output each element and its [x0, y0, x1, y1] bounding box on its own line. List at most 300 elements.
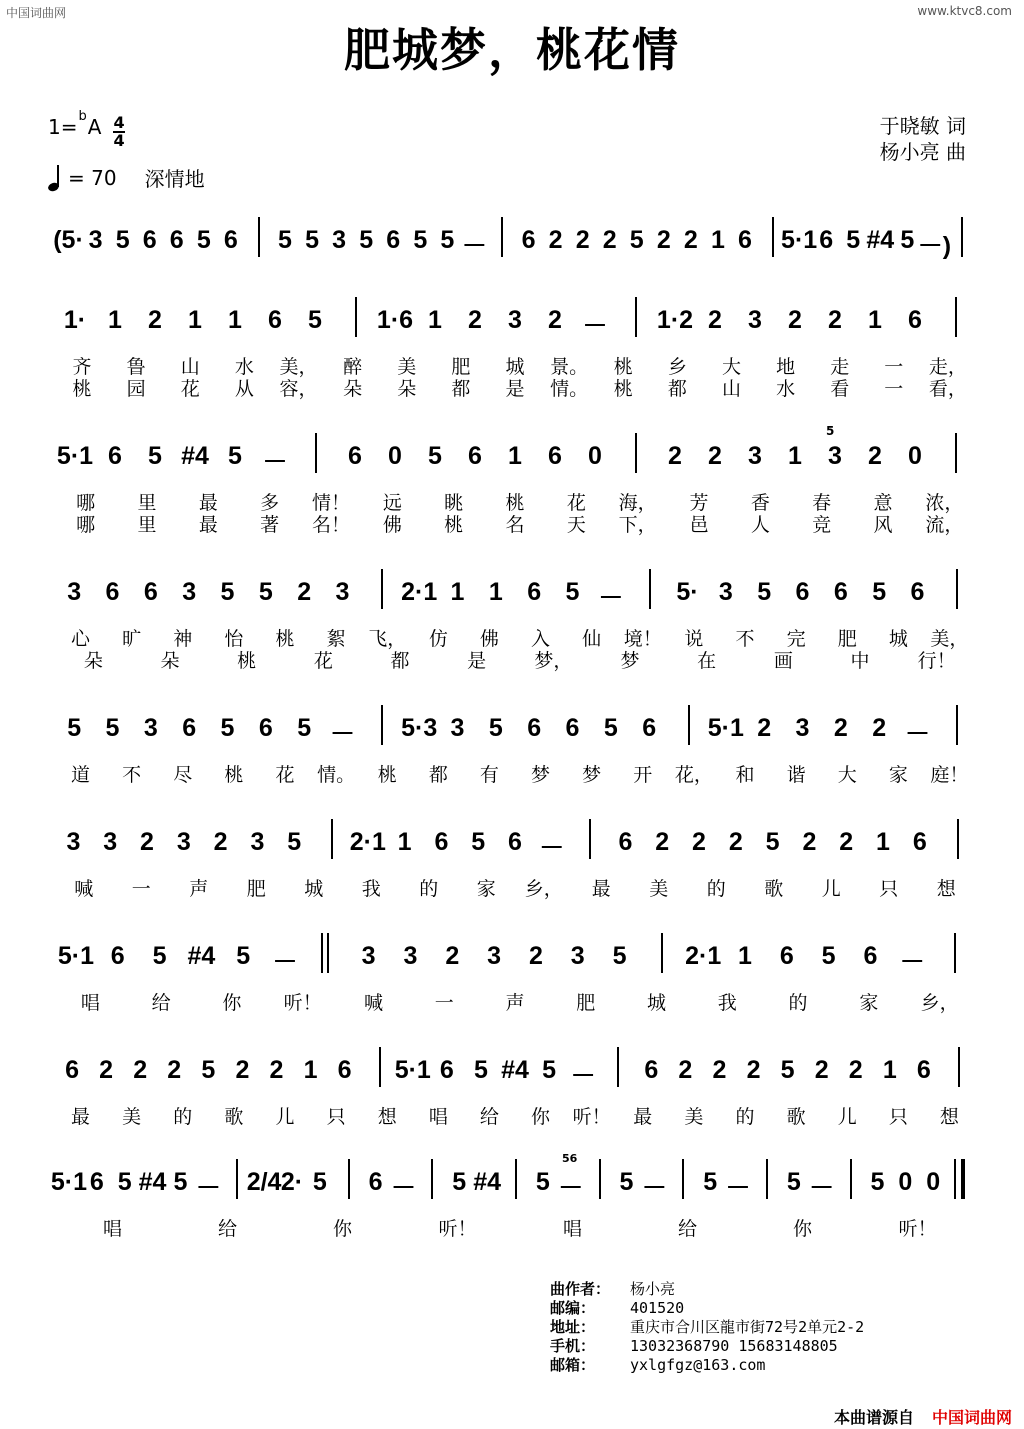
lyric-char: 一: [884, 378, 904, 400]
note: 6: [527, 714, 542, 742]
lyric-char: 仙: [582, 628, 602, 650]
barline: [955, 433, 957, 473]
note: 1·6: [376, 306, 414, 334]
note: 5: [287, 828, 302, 856]
lyric-char: 你: [332, 1218, 353, 1240]
lyric-char: 你: [792, 1218, 813, 1240]
note: 2·1: [685, 942, 722, 970]
lyric-char: 朵: [160, 650, 180, 672]
lyric-char: 歌: [764, 878, 784, 900]
barline: [688, 705, 690, 745]
score-system: [55, 436, 975, 536]
note: 2: [802, 828, 817, 856]
note: 5: [236, 942, 251, 970]
note: 2: [148, 306, 162, 334]
note: 6: [110, 942, 125, 970]
note: 5: [228, 442, 242, 470]
lyric-line: [55, 1214, 975, 1240]
time-signature: [113, 115, 124, 149]
label: 邮编：: [550, 1299, 596, 1317]
lyric-char: 儿: [275, 1106, 295, 1128]
note: 2: [848, 1056, 863, 1084]
note: 0: [588, 442, 602, 470]
note: 2: [712, 1056, 727, 1084]
barline: [431, 1159, 433, 1199]
barline: [682, 1159, 684, 1199]
note: 1: [228, 306, 242, 334]
notation-line: [55, 936, 975, 978]
note: #4: [181, 442, 209, 470]
lyric-char: 喊: [74, 878, 94, 900]
lyric-char: 竞: [812, 514, 832, 536]
note: 2: [99, 1056, 114, 1084]
note: 2: [683, 226, 698, 254]
note: 2: [678, 1056, 693, 1084]
contact-composer: [550, 1280, 864, 1299]
note: 3: [748, 306, 762, 334]
barline: [515, 1159, 517, 1199]
note: 2·1: [349, 828, 386, 856]
lyric-char: 肥: [576, 992, 596, 1014]
note: 6: [644, 1056, 659, 1084]
barline: [331, 819, 333, 859]
notation-line: [55, 572, 975, 614]
lyric-char: 肥: [451, 356, 471, 378]
note: 1: [428, 306, 442, 334]
note: 5: [471, 828, 486, 856]
lyric-char: 声: [505, 992, 525, 1014]
barline: [661, 933, 663, 973]
note: 5: [152, 942, 167, 970]
lyric-char: 行！: [917, 650, 956, 672]
lyric-line: [55, 646, 975, 672]
note: 6: [912, 828, 927, 856]
lyric-char: 境！: [623, 628, 662, 650]
lyric-char: 桃: [237, 650, 257, 672]
note: 0: [926, 1168, 941, 1196]
note: 1: [188, 306, 202, 334]
note: 3: [176, 828, 191, 856]
lyric-char: 絮: [326, 628, 346, 650]
note: －: [904, 720, 931, 748]
note: 6: [819, 226, 834, 254]
lyric-char: 最: [198, 492, 218, 514]
note: 6: [833, 578, 848, 606]
note: 6: [348, 442, 362, 470]
lyric-char: 谐: [786, 764, 806, 786]
lyric-char: 城: [505, 356, 525, 378]
note: 6: [89, 1168, 104, 1196]
lyric-char: 大: [837, 764, 857, 786]
lyric-char: 你: [222, 992, 242, 1014]
lyric-char: 一: [434, 992, 454, 1014]
score-system: [55, 708, 975, 786]
lyric-char: 乡，: [524, 878, 563, 900]
lyric-line: [55, 1102, 975, 1128]
notation-line: [55, 1050, 975, 1092]
note: #4: [866, 226, 895, 254]
lyric-char: 都: [451, 378, 471, 400]
note: 5: [542, 1056, 557, 1084]
lyric-char: 一: [884, 356, 904, 378]
lyric-char: 眺: [444, 492, 464, 514]
barline: [961, 1159, 965, 1199]
note: 5: [846, 226, 861, 254]
lyric-char: 梦: [620, 650, 640, 672]
note: 6: [916, 1056, 931, 1084]
note: 2·1: [401, 578, 438, 606]
note: 3: [103, 828, 118, 856]
lyric-char: 唱: [102, 1218, 123, 1240]
note: 2: [868, 442, 882, 470]
contact-address: [550, 1318, 864, 1337]
lyric-line: [55, 624, 975, 650]
note: 3: [332, 226, 347, 254]
lyric-char: 从: [234, 378, 254, 400]
note: 5: [312, 1168, 327, 1196]
note: 5: [452, 1168, 467, 1196]
note: －: [725, 1174, 751, 1202]
note: 6: [508, 828, 522, 856]
note: 6: [108, 442, 122, 470]
lyric-char: 开: [633, 764, 653, 786]
barline: [348, 1159, 350, 1199]
note: 2: [668, 442, 682, 470]
lyric-char: 家: [859, 992, 879, 1014]
lyric-char: 怡: [224, 628, 244, 650]
lyric-line: [55, 874, 975, 900]
note: 2: [468, 306, 482, 334]
note: 3: [748, 442, 762, 470]
lyric-char: 肥: [246, 878, 266, 900]
note: 2: [655, 828, 670, 856]
lyric-char: 美，: [279, 356, 318, 378]
barline: [954, 933, 956, 973]
note: 6: [439, 1056, 454, 1084]
note: 6: [258, 714, 273, 742]
lyric-char: 是: [467, 650, 487, 672]
note: 0: [908, 442, 922, 470]
lyric-char: 桃: [613, 356, 633, 378]
note: －: [899, 948, 925, 976]
tempo-row: [48, 163, 205, 192]
note: #4: [138, 1168, 167, 1196]
note: 1: [738, 942, 752, 970]
lyric-char: 家: [476, 878, 496, 900]
note: 5: [765, 828, 780, 856]
lyric-char: 美: [397, 356, 417, 378]
lyric-char: 仿: [428, 628, 448, 650]
lyric-char: 道: [71, 764, 91, 786]
lyric-char: 大: [721, 356, 741, 378]
lyric-char: 家: [888, 764, 908, 786]
note: 6: [65, 1056, 79, 1084]
lyric-char: 你: [531, 1106, 551, 1128]
note: 3: [67, 578, 82, 606]
lyric-char: 花: [313, 650, 333, 672]
note: 5: [258, 578, 273, 606]
lyric-char: 都: [667, 378, 687, 400]
lyric-char: 走，: [928, 356, 967, 378]
note: 5: [428, 442, 442, 470]
lyric-char: 美，: [930, 628, 969, 650]
lyric-char: 不: [122, 764, 142, 786]
note: 6: [521, 226, 536, 254]
lyric-char: 桃: [613, 378, 633, 400]
contact-email: [550, 1356, 864, 1375]
watermark-right: www.ktvc8.com: [917, 4, 1012, 18]
lyric-char: 哪: [76, 514, 96, 536]
note: 6: [618, 828, 633, 856]
lyric-char: 人: [750, 514, 770, 536]
contact-info: [550, 1280, 864, 1375]
lyric-char: 完: [786, 628, 806, 650]
lyric-char: 歌: [786, 1106, 806, 1128]
lyric-char: 的: [788, 992, 808, 1014]
note: 2: [167, 1056, 182, 1084]
lyric-char: 下，: [618, 514, 657, 536]
note: 2: [445, 942, 460, 970]
barline: [599, 1159, 601, 1199]
composer-credit: 杨小亮 曲: [879, 140, 966, 164]
note: 5·1: [781, 226, 818, 254]
lyric-char: 最: [591, 878, 611, 900]
lyric-char: 只: [888, 1106, 908, 1128]
key-prefix: 1=: [48, 115, 78, 139]
lyric-char: 哪: [76, 492, 96, 514]
lyric-char: 美: [649, 878, 669, 900]
lyric-char: 佛: [479, 628, 499, 650]
note: 5: [900, 226, 915, 254]
lyric-char: 的: [419, 878, 439, 900]
note: 2: [757, 714, 772, 742]
notation-line: [55, 708, 975, 750]
note: 6: [779, 942, 794, 970]
barline: [772, 217, 774, 257]
lyric-char: 天: [566, 514, 586, 536]
note: 5: [565, 578, 580, 606]
lyric-char: 佛: [382, 514, 402, 536]
barline: [501, 217, 503, 257]
note: 5: [619, 1168, 634, 1196]
barline: [635, 297, 637, 337]
credits: [880, 113, 966, 165]
lyric-char: 香: [750, 492, 770, 514]
note: 2: [708, 442, 722, 470]
note: 1: [303, 1056, 318, 1084]
lyric-char: 唱: [428, 1106, 448, 1128]
barline: [957, 819, 959, 859]
lyric-char: 醉: [343, 356, 363, 378]
note: 6: [182, 714, 197, 742]
note: 2: [872, 714, 887, 742]
note: －: [272, 948, 298, 976]
note: 5: [105, 714, 120, 742]
barline: [955, 297, 957, 337]
lyric-char: 花: [275, 764, 295, 786]
note: #4: [473, 1168, 502, 1196]
time-top: 4: [113, 113, 125, 132]
note: 3: [508, 306, 522, 334]
notation-line: [55, 436, 975, 478]
lyric-char: 流，: [925, 514, 964, 536]
note: －: [598, 584, 624, 612]
note: 5: [278, 226, 292, 254]
note: 2: [140, 828, 154, 856]
note: 2: [548, 306, 562, 334]
note: 3: [450, 714, 465, 742]
note: 1: [108, 306, 122, 334]
note: 1: [876, 828, 890, 856]
note: 2: [528, 942, 543, 970]
note: 6: [795, 578, 810, 606]
contact-phone: [550, 1337, 864, 1356]
note: －: [641, 1174, 667, 1202]
note: 3: [335, 578, 350, 606]
note: 5: [196, 226, 211, 254]
note: (5·: [53, 226, 84, 254]
lyric-char: 情。: [317, 764, 356, 786]
note: 2: [575, 226, 590, 254]
note: 6: [142, 226, 157, 254]
lyric-char: 肥: [837, 628, 857, 650]
note: 6: [548, 442, 562, 470]
note: 1: [397, 828, 412, 856]
lyric-line: [55, 488, 975, 514]
lyric-char: 和: [735, 764, 755, 786]
score-system: [55, 572, 975, 672]
song-title: 肥城梦，桃花情: [344, 23, 680, 77]
lyric-char: 最: [71, 1106, 91, 1128]
lyric-char: 鲁: [126, 356, 146, 378]
note: 2: [833, 714, 848, 742]
barline: [315, 433, 317, 473]
lyric-char: 意: [873, 492, 893, 514]
lyric-line: [55, 352, 975, 378]
lyric-char: 名: [505, 514, 525, 536]
note: 2: [839, 828, 854, 856]
note: 6: [223, 226, 238, 254]
lyric-char: 桃: [224, 764, 244, 786]
note: 2: [602, 226, 617, 254]
lyric-char: 只: [326, 1106, 346, 1128]
barline: [379, 1047, 381, 1087]
lyric-char: 水: [776, 378, 796, 400]
note: 6: [565, 714, 580, 742]
note: 5: [297, 714, 312, 742]
note: 5·1: [394, 1056, 431, 1084]
barline: [381, 569, 383, 609]
lyric-char: 有: [479, 764, 499, 786]
note: 3: [143, 714, 158, 742]
note: －: [809, 1174, 835, 1202]
note: 5: [308, 306, 322, 334]
lyric-char: 声: [189, 878, 209, 900]
barline: [850, 1159, 852, 1199]
lyric-char: 情！: [311, 492, 351, 514]
note: 5: [117, 1168, 132, 1196]
barline: [956, 569, 958, 609]
lyric-char: 都: [390, 650, 410, 672]
expression-mark: 深情地: [144, 167, 205, 191]
note: 6: [738, 226, 752, 254]
value: 杨小亮: [630, 1280, 676, 1298]
barline: [617, 1047, 619, 1087]
note: 3: [795, 714, 810, 742]
lyric-char: 旷: [122, 628, 142, 650]
lyric-char: 桃: [377, 764, 397, 786]
note: 2: [746, 1056, 761, 1084]
lyric-char: 山: [180, 356, 200, 378]
grace-note: 5: [826, 424, 835, 438]
notation-line: [55, 300, 975, 342]
lyric-char: 听！: [438, 1218, 477, 1240]
barline: [327, 933, 329, 973]
note: 5·: [676, 578, 699, 606]
barline: [355, 297, 357, 337]
note: 5: [757, 578, 772, 606]
lyric-char: 美: [684, 1106, 704, 1128]
note: 1·2: [656, 306, 694, 334]
lyric-char: 听！: [283, 992, 322, 1014]
note: 5: [780, 1056, 795, 1084]
lyric-char: 在: [697, 650, 717, 672]
score-system: [55, 936, 975, 1014]
note: 2: [828, 306, 842, 334]
note: －): [917, 232, 952, 260]
lyric-char: 听！: [898, 1218, 937, 1240]
note: －: [329, 720, 356, 748]
note: 2: [728, 828, 743, 856]
note: 5·3: [401, 714, 438, 742]
lyric-char: 一: [131, 878, 151, 900]
note: #4: [187, 942, 216, 970]
note: 5: [413, 226, 428, 254]
note: 5: [305, 226, 319, 254]
note: 6: [268, 306, 282, 334]
lyric-char: 山: [721, 378, 741, 400]
lyric-char: 我: [361, 878, 381, 900]
lyric-char: 的: [173, 1106, 193, 1128]
note: 2: [235, 1056, 250, 1084]
score-system: [50, 1162, 975, 1240]
note: 5: [870, 1168, 885, 1196]
note: 5: [115, 226, 130, 254]
note: 5: [488, 714, 503, 742]
lyric-char: 梦: [531, 764, 551, 786]
note: 3: [250, 828, 265, 856]
note: 1·: [63, 306, 87, 334]
note: 5: [440, 226, 455, 254]
lyric-char: 神: [173, 628, 193, 650]
lyric-char: 给: [217, 1218, 238, 1240]
note: 5·1: [707, 714, 744, 742]
lyric-char: 给: [677, 1218, 698, 1240]
notation-line: [55, 220, 975, 262]
lyric-char: 花: [180, 378, 200, 400]
note: 2·: [280, 1168, 304, 1196]
note: 1: [450, 578, 465, 606]
lyric-char: 情。: [550, 378, 589, 400]
note: 5: [535, 1168, 550, 1196]
lyric-char: 不: [735, 628, 755, 650]
value: 401520: [630, 1299, 685, 1317]
lyric-char: 梦，: [534, 650, 573, 672]
lyric-char: 给: [151, 992, 171, 1014]
lyric-char: 歌: [224, 1106, 244, 1128]
lyric-char: 入: [531, 628, 551, 650]
note: 3: [487, 942, 502, 970]
